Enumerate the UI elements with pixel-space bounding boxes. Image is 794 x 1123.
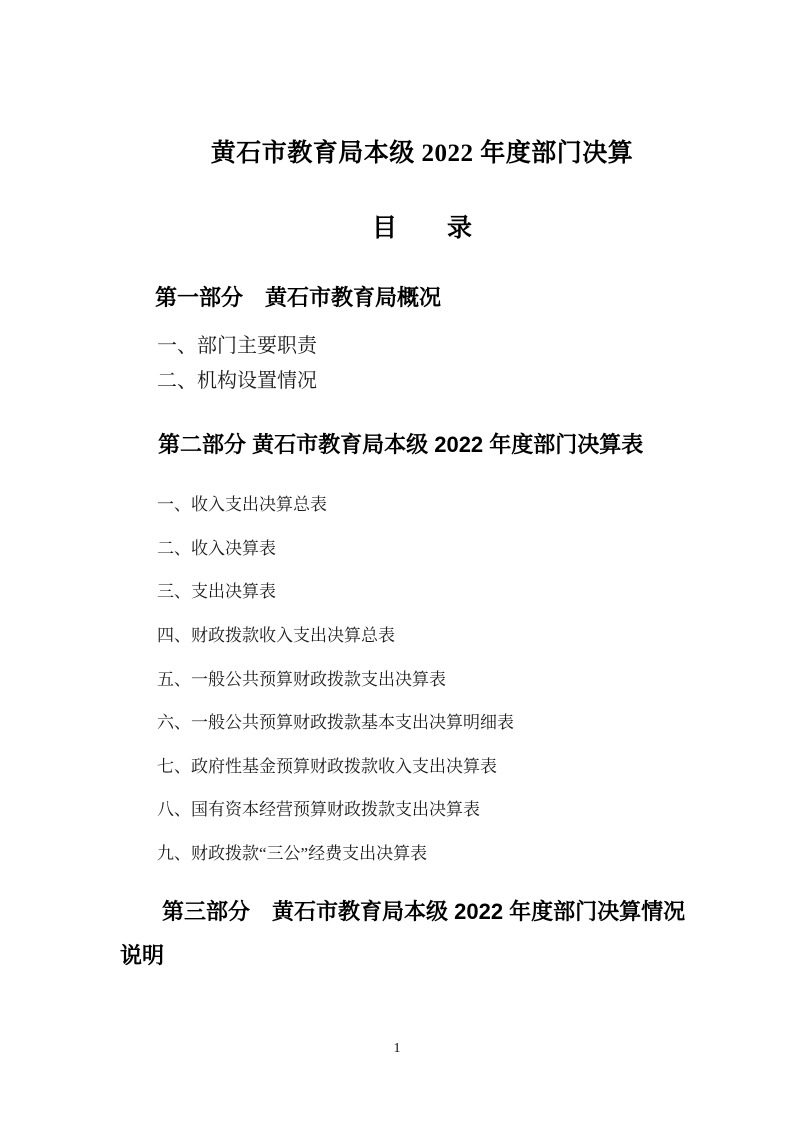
toc-item: 四、财政拨款收入支出决算总表	[157, 626, 395, 645]
toc-item: 八、国有资本经营预算财政拨款支出决算表	[157, 800, 480, 819]
toc-item: 五、一般公共预算财政拨款支出决算表	[157, 670, 446, 689]
toc-item: 七、政府性基金预算财政拨款收入支出决算表	[157, 757, 497, 776]
document-title: 黄石市教育局本级 2022 年度部门决算	[210, 140, 634, 167]
toc-item: 三、支出决算表	[157, 582, 276, 601]
section-2-heading: 第二部分 黄石市教育局本级 2022 年度部门决算表	[158, 432, 644, 457]
toc-item: 二、机构设置情况	[157, 370, 317, 392]
section-1-heading: 第一部分 黄石市教育局概况	[155, 285, 442, 310]
toc-item: 九、财政拨款“三公”经费支出决算表	[157, 844, 428, 863]
toc-item: 一、收入支出决算总表	[157, 495, 327, 514]
section-3-heading-line2: 说明	[120, 943, 165, 968]
toc-item: 六、一般公共预算财政拨款基本支出决算明细表	[157, 713, 514, 732]
section-3-heading-line1: 第三部分 黄石市教育局本级 2022 年度部门决算情况	[162, 899, 686, 924]
toc-item: 一、部门主要职责	[157, 335, 317, 357]
page-number: 1	[393, 1041, 401, 1056]
toc-title: 目 录	[371, 215, 472, 242]
toc-item: 二、收入决算表	[157, 539, 276, 558]
